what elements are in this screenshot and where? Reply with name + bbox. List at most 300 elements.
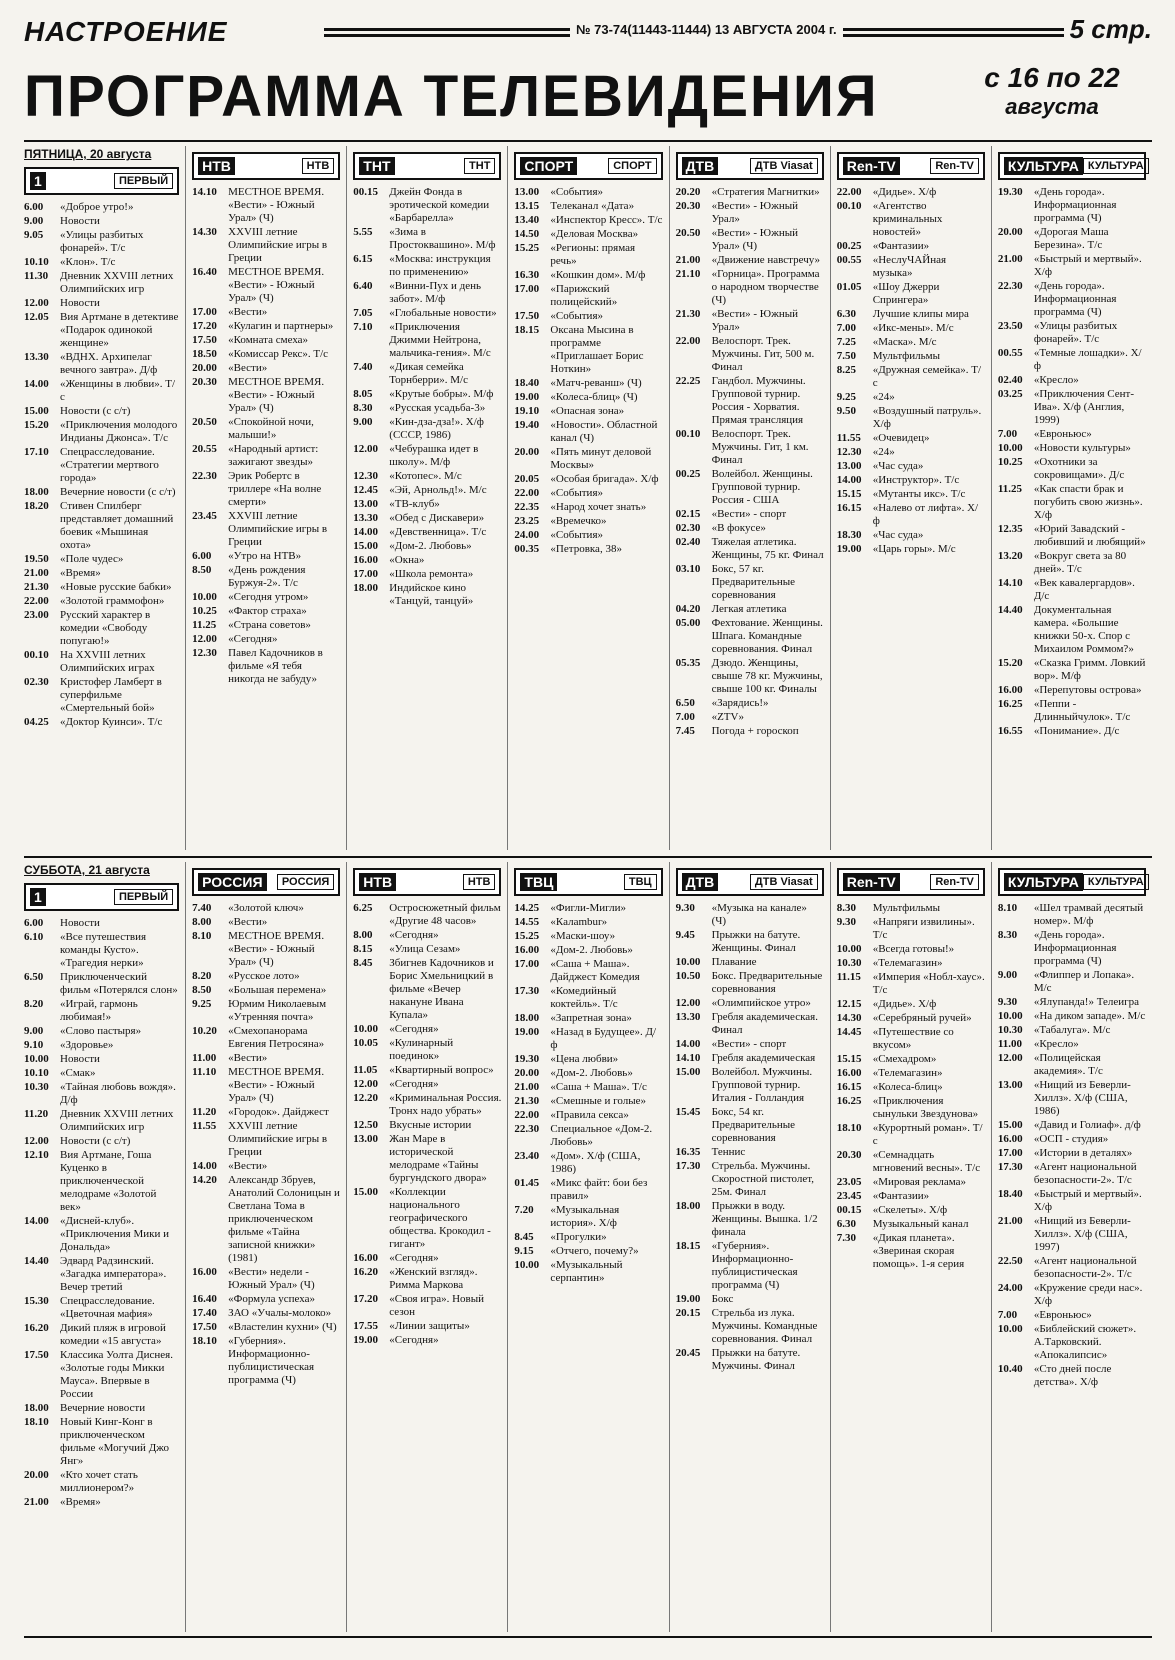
program-entry [24,1025,179,1038]
program-title: «Евроньюс» [1033,428,1092,440]
program-entry [998,442,1146,455]
program-entry [192,226,340,265]
program-time: 20.55 [192,443,217,455]
program-entry [676,468,824,507]
program-time: 19.00 [675,1293,701,1305]
program-entry [192,443,340,469]
program-entry [24,1215,179,1254]
program-title: Волейбол. Мужчины. Групповой турнир. Италия - Голландия [711,1066,813,1104]
program-entry [998,253,1146,279]
program-title: «Окна» [389,554,425,566]
program-entry [24,1135,179,1148]
program-time: 14.00 [353,526,379,538]
page-title: ПРОГРАММА ТЕЛЕВИДЕНИЯ [24,64,879,129]
program-title: «Особая бригада». Х/ф [550,473,659,485]
program-time: 12.00 [24,1135,49,1147]
program-entry [24,446,179,485]
channel-logo-mark: НТВ [359,873,396,891]
program-time: 16.00 [192,1266,217,1278]
program-time: 19.00 [836,543,862,555]
program-entry [192,998,340,1024]
program-title: «На диком западе». М/с [1033,1010,1146,1022]
program-entry [514,391,662,404]
channel-logo-mark: ТВЦ [520,873,557,891]
program-entry [353,554,501,567]
program-title: «Школа ремонта» [389,568,474,580]
program-time: 21.00 [24,567,49,579]
program-entry [24,405,179,418]
program-time: 9.25 [836,391,856,403]
program-title: Спецрасследование. «Цветочная мафия» [60,1295,155,1320]
program-title: «Своя игра». Новый сезон [389,1293,485,1318]
program-time: 17.00 [192,306,217,318]
program-entry [192,564,340,590]
program-title: «Кулагин и партнеры» [228,320,334,332]
program-title: «Телемагазин» [872,957,943,969]
channel-name: КУЛЬТУРА [1083,158,1149,174]
channel-logo [837,868,985,896]
program-time: 9.00 [24,215,44,227]
program-entry [514,1245,662,1258]
program-entry [192,1321,340,1334]
channel-name: ПЕРВЫЙ [114,173,173,189]
program-time: 14.00 [192,1160,217,1172]
program-time: 14.30 [836,1012,862,1024]
program-entry [837,200,985,239]
program-time: 16.40 [192,266,217,278]
program-title: «Сказка Гримм. Ловкий вор». М/ф [1033,657,1146,682]
program-time: 15.15 [836,1053,862,1065]
program-time: 15.20 [24,419,49,431]
program-entry [837,1012,985,1025]
channel-logo [514,152,662,180]
program-title: «Время» [60,567,101,579]
channel-name: ДТВ Viasat [750,874,818,890]
program-time: 23.40 [514,1150,540,1162]
program-title: «Улица Сезам» [389,943,461,955]
program-title: «Кто хочет стать миллионером?» [60,1469,138,1494]
program-title: «Понимание». Д/с [1033,725,1120,737]
program-title: «Смешные и голые» [550,1095,646,1107]
program-entry [998,929,1146,968]
program-title: Новый Кинг-Конг в приключенческом фильме «Могучий Джо Янг» [60,1416,170,1467]
channel-logo-mark: Ren-TV [843,157,900,175]
program-entry [676,603,824,616]
program-entry [676,725,824,738]
program-title: «Вести» [228,362,268,374]
program-time: 8.20 [192,970,212,982]
program-entry [837,405,985,431]
program-time: 15.00 [353,540,379,552]
channel-column [669,862,830,1632]
program-entry [192,320,340,333]
program-entry [24,595,179,608]
program-time: 21.30 [675,308,701,320]
program-title: Бокс. Предварительные соревнования [711,970,823,995]
program-title: Русский характер в комедии «Свободу попугаю!» [60,609,151,647]
program-time: 9.45 [675,929,695,941]
program-title: «Формула успеха» [228,1293,316,1305]
program-time: 20.00 [514,446,540,458]
program-title: Збигнев Кадочников и Борис Хмельницкий в фильме «Вечер накануне Ивана Купала» [389,957,494,1021]
program-entry [24,201,179,214]
program-title: «Тайная любовь вождя». Д/ф [60,1081,176,1106]
program-time: 19.10 [514,405,540,417]
channel-logo [192,152,340,180]
program-entry [998,1161,1146,1187]
program-entry [192,647,340,686]
program-entry [353,1078,501,1091]
program-time: 16.00 [514,944,540,956]
program-entry [998,1282,1146,1308]
program-title: «Смехадром» [872,1053,937,1065]
program-entry [353,253,501,279]
program-entry [192,362,340,375]
program-title: МЕСТНОЕ ВРЕМЯ. «Вести» - Южный Урал» (Ч) [228,376,325,414]
program-title: Новости [60,297,100,309]
program-time: 7.00 [836,322,856,334]
program-title: «Скелеты». Х/ф [872,1204,948,1216]
program-entry [192,930,340,969]
program-entry [514,446,662,472]
program-time: 8.30 [353,402,373,414]
channel-column [346,862,507,1632]
program-time: 15.00 [997,1119,1023,1131]
program-title: «Страна советов» [228,619,311,631]
program-time: 16.30 [514,269,540,281]
program-time: 22.35 [514,501,540,513]
program-time: 14.30 [192,226,217,238]
program-entry [24,215,179,228]
program-time: 22.30 [997,280,1023,292]
program-title: «Дом-2. Любовь» [389,540,472,552]
program-title: «Дикая планета». «Звериная скорая помощь». 1-я серия [872,1232,965,1270]
channel-logo-mark: СПОРТ [520,157,577,175]
program-title: «Евроньюс» [1033,1309,1092,1321]
program-time: 12.35 [997,523,1023,535]
program-time: 21.00 [997,1215,1023,1227]
program-time: 12.00 [675,997,701,1009]
program-time: 23.25 [514,515,540,527]
program-title: «Кин-дза-дза!». Х/ф (СССР, 1986) [389,416,484,441]
program-entry [24,1053,179,1066]
program-entry [676,1293,824,1306]
program-time: 10.00 [836,943,862,955]
program-time: 19.50 [24,553,49,565]
program-time: 15.15 [836,488,862,500]
program-time: 6.40 [353,280,373,292]
program-time: 8.30 [997,929,1018,941]
program-entry [998,969,1146,995]
channel-logo-mark: Ren-TV [843,873,900,891]
program-time: 17.50 [192,334,217,346]
saturday-grid [24,862,1152,1632]
program-title: «ZTV» [711,711,744,723]
program-title: «Доктор Куинси». Т/с [60,716,163,728]
program-entry [24,1322,179,1348]
program-entry [192,306,340,319]
program-entry [514,186,662,199]
program-title: МЕСТНОЕ ВРЕМЯ. «Вести» - Южный Урал» (Ч) [228,1066,325,1104]
program-time: 11.25 [192,619,217,631]
program-time: 14.00 [24,378,49,390]
program-entry [514,529,662,542]
program-entry [353,1064,501,1077]
program-entry [24,1349,179,1401]
program-title: «Олимпийское утро» [711,997,811,1009]
program-title: Остросюжетный фильм «Другие 48 часов» [389,902,501,927]
program-time: 6.50 [24,971,44,983]
channel-name: РОССИЯ [277,874,334,890]
program-entry [24,971,179,997]
program-title: «Русское лото» [228,970,300,982]
program-entry [353,416,501,442]
program-entry [514,487,662,500]
program-title: «Ялупанда!» Телеигра [1033,996,1140,1008]
program-time: 6.15 [353,253,373,265]
program-time: 16.55 [997,725,1023,737]
program-title: «Кулинарный поединок» [389,1037,454,1062]
program-entry [24,311,179,350]
program-time: 18.15 [514,324,540,336]
program-time: 24.00 [997,1282,1023,1294]
program-time: 17.40 [192,1307,217,1319]
program-title: «Новости культуры» [1033,442,1131,454]
program-time: 20.00 [997,226,1023,238]
program-time: 6.10 [24,931,44,943]
day-heading: ПЯТНИЦА, 20 августа [24,147,152,161]
program-time: 10.10 [24,1067,49,1079]
program-time: 18.20 [24,500,49,512]
channel-logo-mark: КУЛЬТУРА [1004,157,1083,175]
program-entry [353,568,501,581]
program-entry [998,1188,1146,1214]
program-time: 00.25 [675,468,701,480]
channel-logo [24,883,179,911]
program-time: 22.00 [24,595,49,607]
program-entry [24,1402,179,1415]
channel-name: НТВ [302,158,335,174]
program-time: 00.10 [836,200,862,212]
program-title: «24» [872,391,895,403]
program-entry [353,1023,501,1036]
program-title: Эдвард Радзинский. «Загадка императора». Вечер третий [60,1255,167,1293]
program-time: 22.00 [514,1109,540,1121]
program-time: 22.30 [514,1123,540,1135]
program-entry [24,1081,179,1107]
program-entry [837,1204,985,1217]
program-title: «Смехопанорама Евгения Петросяна» [228,1025,325,1050]
program-entry [998,523,1146,549]
program-title: «Поле чудес» [60,553,124,565]
program-title: «Криминальная Россия. Тронх надо убрать» [389,1092,502,1117]
program-title: «События» [550,310,603,322]
program-title: «Парижский полицейский» [550,283,618,308]
program-title: «Сегодня» [228,633,278,645]
program-entry [353,280,501,306]
program-time: 6.00 [24,201,44,213]
program-title: «Вести» - спорт [711,1038,787,1050]
program-title: Прыжки в воду. Женщины. Вышка. 1/2 финала [711,1200,818,1238]
program-time: 17.00 [353,568,379,580]
program-entry [24,1496,179,1509]
program-title: Кристофер Ламберт в суперфильме «Смертельный бой» [60,676,162,714]
program-time: 14.00 [24,1215,49,1227]
program-time: 12.30 [353,470,379,482]
program-title: «Коллекции национального географического общества. Крокодил - гигант» [389,1186,491,1250]
program-time: 20.00 [514,1067,540,1079]
program-entry [192,1293,340,1306]
page-number: 5 стр. [1069,14,1152,44]
program-time: 15.25 [514,930,540,942]
program-entry [998,226,1146,252]
program-time: 21.00 [675,254,701,266]
program-time: 19.40 [514,419,540,431]
channel-logo [353,868,501,896]
section-name: НАСТРОЕНИЕ [24,16,228,47]
program-time: 13.00 [836,460,862,472]
program-entry [353,226,501,252]
program-entry [837,902,985,915]
program-time: 10.00 [675,956,701,968]
program-time: 16.20 [353,1266,379,1278]
program-time: 8.10 [997,902,1018,914]
program-title: «Горница». Программа о народном творчестве (Ч) [711,268,820,306]
program-time: 22.00 [836,186,862,198]
program-title: «Очевидец» [872,432,930,444]
program-title: «Клон». Т/с [60,256,116,268]
program-entry [24,649,179,675]
program-time: 5.55 [353,226,373,238]
program-title: «Дисней-клуб». «Приключения Мики и Дональда» [60,1215,169,1253]
program-entry [353,1092,501,1118]
channel-logo-mark: КУЛЬТУРА [1004,873,1083,891]
program-time: 13.30 [24,351,49,363]
program-entry [676,902,824,928]
program-entry [514,405,662,418]
program-entry [353,526,501,539]
program-time: 02.15 [675,508,701,520]
program-time: 02.40 [997,374,1023,386]
program-entry [998,320,1146,346]
program-title: «Играй, гармонь любимая!» [60,998,138,1023]
program-title: «Зарядись!» [711,697,769,709]
program-title: «Вести» [228,916,268,928]
program-title: «Колеса-блиц» (Ч) [550,391,638,403]
program-entry [998,996,1146,1009]
program-entry [192,334,340,347]
program-title: «Вести» - спорт [711,508,787,520]
program-time: 10.20 [192,1025,217,1037]
program-time: 7.00 [675,711,695,723]
program-title: «Как спасти брак и погубить свою жизнь». Х/ф [1033,483,1143,521]
program-entry [514,200,662,213]
program-entry [837,1053,985,1066]
program-title: Фехтование. Женщины. Шпага. Командные соревнования. Финал [711,617,823,655]
program-time: 17.30 [514,985,540,997]
program-entry [514,543,662,556]
program-title: «Народный артист: зажигают звезды» [228,443,319,468]
program-time: 15.30 [24,1295,49,1307]
channel-logo-mark: 1 [30,172,46,190]
program-title: «Властелин кухни» (Ч) [228,1321,337,1333]
program-entry [676,308,824,334]
program-title: «Движение навстречу» [711,254,821,266]
program-title: «ОСП - студия» [1033,1133,1109,1145]
program-entry [514,1095,662,1108]
program-entry [24,486,179,499]
program-entry [24,297,179,310]
program-title: «День рождения Буржуя-2». Т/с [228,564,306,589]
program-entry [837,474,985,487]
program-entry [192,591,340,604]
program-entry [837,943,985,956]
program-entry [676,508,824,521]
program-entry [998,1052,1146,1078]
program-time: 18.50 [192,348,217,360]
program-title: «Крутые бобры». М/ф [389,388,494,400]
program-time: 16.20 [24,1322,49,1334]
program-entry [837,240,985,253]
program-title: «Эй, Арнольд!». М/с [389,484,487,496]
program-entry [837,460,985,473]
program-entry [192,902,340,915]
program-title: «Семнадцать мгновений весны». Т/с [872,1149,981,1174]
program-entry [676,227,824,253]
program-time: 12.00 [192,633,217,645]
program-title: «Маски-шоу» [550,930,616,942]
program-entry [676,929,824,955]
program-title: «Агентство криминальных новостей» [872,200,943,238]
program-time: 10.05 [353,1037,379,1049]
program-time: 11.30 [24,270,49,282]
program-title: «День города». Информационная программа (Ч) [1033,186,1117,224]
program-entry [998,388,1146,427]
program-entry [192,605,340,618]
program-entry [192,1174,340,1265]
program-time: 9.50 [836,405,856,417]
program-title: «Всегда готовы!» [872,943,955,955]
program-entry [353,1252,501,1265]
program-entry [998,550,1146,576]
program-title: «Давид и Голиаф». д/ф [1033,1119,1141,1131]
program-entry [837,1149,985,1175]
program-entry [514,1012,662,1025]
program-time: 21.00 [24,1496,49,1508]
program-entry [353,957,501,1022]
program-title: «Москва: инструкция по применению» [389,253,491,278]
channel-column [507,862,668,1632]
program-title: ЗАО «Учалы-молоко» [228,1307,332,1319]
masthead-rule [24,140,1152,142]
program-title: «Стратегия Магнитки» [711,186,820,198]
program-entry [998,186,1146,225]
program-time: 18.30 [836,529,862,541]
program-title: «Правила секса» [550,1109,629,1121]
program-time: 10.10 [24,256,49,268]
program-title: «Дорогая Маша Березина». Т/с [1033,226,1109,251]
program-entry [353,470,501,483]
program-entry [514,1150,662,1176]
program-entry [24,378,179,404]
program-time: 16.00 [997,684,1023,696]
program-title: Павел Кадочников в фильме «Я тебя никогда не забуду» [228,647,323,685]
program-entry [353,943,501,956]
program-time: 8.50 [192,984,212,996]
program-entry [514,228,662,241]
program-title: Новости [60,215,100,227]
program-entry [837,336,985,349]
